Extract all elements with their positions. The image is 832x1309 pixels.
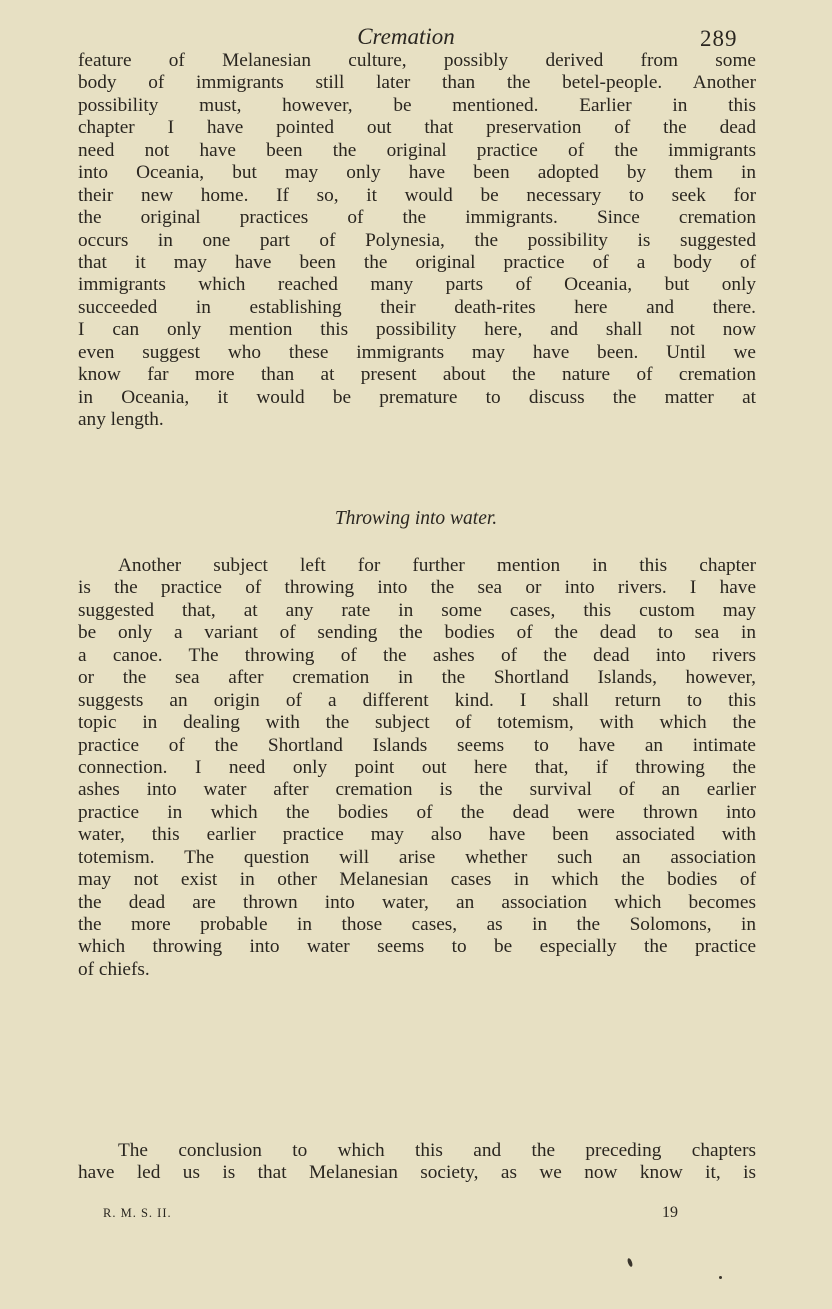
text-line: is the practice of throwing into the sea or into rivers. I have xyxy=(78,577,756,599)
running-header-title: Cremation xyxy=(357,24,455,49)
text-line: in Oceania, it would be premature to discuss the matter at xyxy=(78,386,756,408)
text-line: of chiefs. xyxy=(78,958,150,980)
text-line: topic in dealing with the subject of totemism, with which the xyxy=(78,712,756,734)
text-line: connection. I need only point out here that, if throwing the xyxy=(78,756,756,778)
text-line: chapter I have pointed out that preservation of the dead xyxy=(78,117,756,139)
text-line: body of immigrants still later than the betel-people. Another xyxy=(78,72,756,94)
text-line: succeeded in establishing their death-rites here and there. xyxy=(78,296,756,318)
text-line: be only a variant of sending the bodies of the dead to sea in xyxy=(78,622,756,644)
text-line: the original practices of the immigrants. Since cremation xyxy=(78,207,756,229)
text-line: a canoe. The throwing of the ashes of the dead into rivers xyxy=(78,644,756,666)
text-line: feature of Melanesian culture, possibly derived from some xyxy=(78,50,756,71)
text-line: the more probable in those cases, as in the Solomons, in xyxy=(78,914,756,935)
text-line: water, this earlier practice may also have been associated with xyxy=(78,824,756,846)
text-line: occurs in one part of Polynesia, the possibility is suggested xyxy=(78,229,756,251)
text-line: ashes into water after cremation is the survival of an earlier xyxy=(78,779,756,801)
text-line: even suggest who these immigrants may have been. Until we xyxy=(78,341,756,363)
text-line: into Oceania, but may only have been adopted by them in xyxy=(78,162,756,184)
text-line: immigrants which reached many parts of Oceania, but only xyxy=(78,274,756,296)
paragraph-1 xyxy=(78,50,756,431)
paragraph-2 xyxy=(78,555,756,981)
text-line: Another subject left for further mention in this chapter xyxy=(118,555,756,576)
paragraph-3 xyxy=(78,1140,756,1185)
text-line: any length. xyxy=(78,409,164,430)
signature-number: 19 xyxy=(662,1204,678,1221)
text-line: The conclusion to which this and the preceding chapters xyxy=(118,1140,756,1161)
text-line: may not exist in other Melanesian cases in which the bodies of xyxy=(78,869,756,891)
text-line: totemism. The question will arise whether such an association xyxy=(78,846,756,868)
text-line: need not have been the original practice of the immigrants xyxy=(78,139,756,161)
text-line: their new home. If so, it would be necessary to seek for xyxy=(78,184,756,206)
scan-speck xyxy=(627,1258,634,1268)
text-line: possibility must, however, be mentioned. Earlier in this xyxy=(78,94,756,116)
page-number: 289 xyxy=(700,26,738,51)
text-line: or the sea after cremation in the Shortland Islands, however, xyxy=(78,667,756,689)
signature-mark: R. M. S. II. xyxy=(103,1206,172,1220)
text-line: know far more than at present about the nature of cremation xyxy=(78,364,756,386)
text-line: I can only mention this possibility here, and shall not now xyxy=(78,319,756,341)
scan-speck xyxy=(719,1276,722,1279)
text-line: have led us is that Melanesian society, as we now know it, is xyxy=(78,1162,756,1184)
text-line: practice in which the bodies of the dead were thrown into xyxy=(78,801,756,823)
text-line: suggested that, at any rate in some cases, this custom may xyxy=(78,599,756,621)
text-line: suggests an origin of a different kind. I shall return to this xyxy=(78,689,756,711)
text-line: practice of the Shortland Islands seems to have an intimate xyxy=(78,734,756,756)
section-heading: Throwing into water. xyxy=(334,508,498,529)
text-line: the dead are thrown into water, an association which becomes xyxy=(78,891,756,913)
text-line: that it may have been the original practice of a body of xyxy=(78,251,756,273)
text-line: which throwing into water seems to be especially the practice xyxy=(78,936,756,958)
